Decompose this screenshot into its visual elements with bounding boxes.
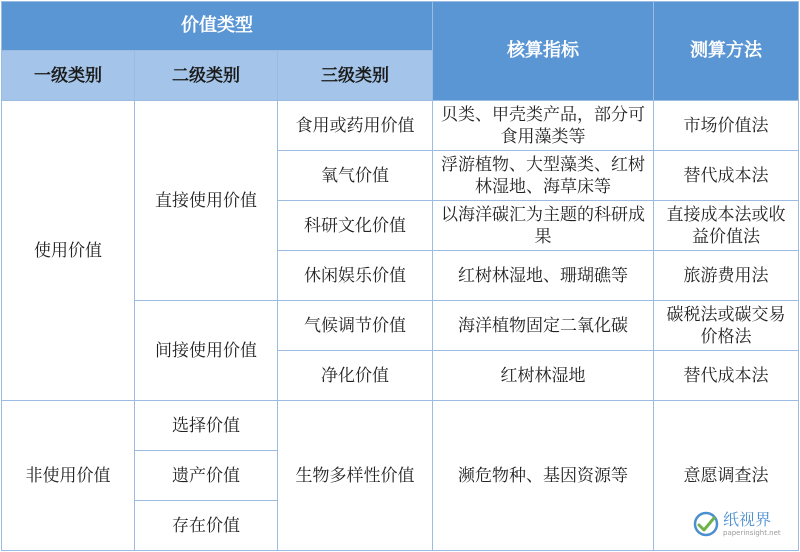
option-value-cell: 选择价值	[135, 401, 278, 451]
l3-cell: 科研文化价值	[278, 201, 433, 251]
value-type-header: 价值类型	[2, 2, 433, 51]
existence-value-cell: 存在价值	[135, 501, 278, 551]
heritage-value-cell: 遗产价值	[135, 451, 278, 501]
level2-category-header: 二级类别	[135, 51, 278, 101]
l3-cell: 生物多样性价值	[278, 401, 433, 551]
indicator-cell: 海洋植物固定二氧化碳	[433, 301, 654, 351]
direct-use-value-cell: 直接使用价值	[135, 101, 278, 301]
use-value-cell: 使用价值	[2, 101, 135, 401]
method-cell: 碳税法或碳交易价格法	[654, 301, 799, 351]
logo-site: paperinsight.net	[723, 528, 781, 537]
indicator-cell: 红树林湿地、珊瑚礁等	[433, 251, 654, 301]
paperinsight-logo	[692, 502, 792, 546]
paperinsight-logo-icon	[692, 510, 720, 538]
indicator-cell: 浮游植物、大型藻类、红树林湿地、海草床等	[433, 151, 654, 201]
l3-cell: 休闲娱乐价值	[278, 251, 433, 301]
accounting-indicator-header: 核算指标	[433, 2, 654, 101]
l3-cell: 食用或药用价值	[278, 101, 433, 151]
calculation-method-header: 测算方法	[654, 2, 799, 101]
non-use-value-cell: 非使用价值	[2, 401, 135, 551]
indicator-cell: 贝类、甲壳类产品，部分可食用藻类等	[433, 101, 654, 151]
indirect-use-value-cell: 间接使用价值	[135, 301, 278, 401]
l3-cell: 氧气价值	[278, 151, 433, 201]
indicator-cell: 濒危物种、基因资源等	[433, 401, 654, 551]
logo-name: 纸视界	[723, 509, 772, 529]
method-cell: 旅游费用法	[654, 251, 799, 301]
method-cell: 市场价值法	[654, 101, 799, 151]
l3-cell: 净化价值	[278, 351, 433, 401]
value-type-table	[1, 1, 799, 551]
indicator-cell: 红树林湿地	[433, 351, 654, 401]
method-cell: 直接成本法或收益价值法	[654, 201, 799, 251]
method-cell: 替代成本法	[654, 351, 799, 401]
indicator-cell: 以海洋碳汇为主题的科研成果	[433, 201, 654, 251]
method-cell: 替代成本法	[654, 151, 799, 201]
level3-category-header: 三级类别	[278, 51, 433, 101]
level1-category-header: 一级类别	[2, 51, 135, 101]
l3-cell: 气候调节价值	[278, 301, 433, 351]
method-cell: 意愿调查法	[654, 401, 799, 551]
